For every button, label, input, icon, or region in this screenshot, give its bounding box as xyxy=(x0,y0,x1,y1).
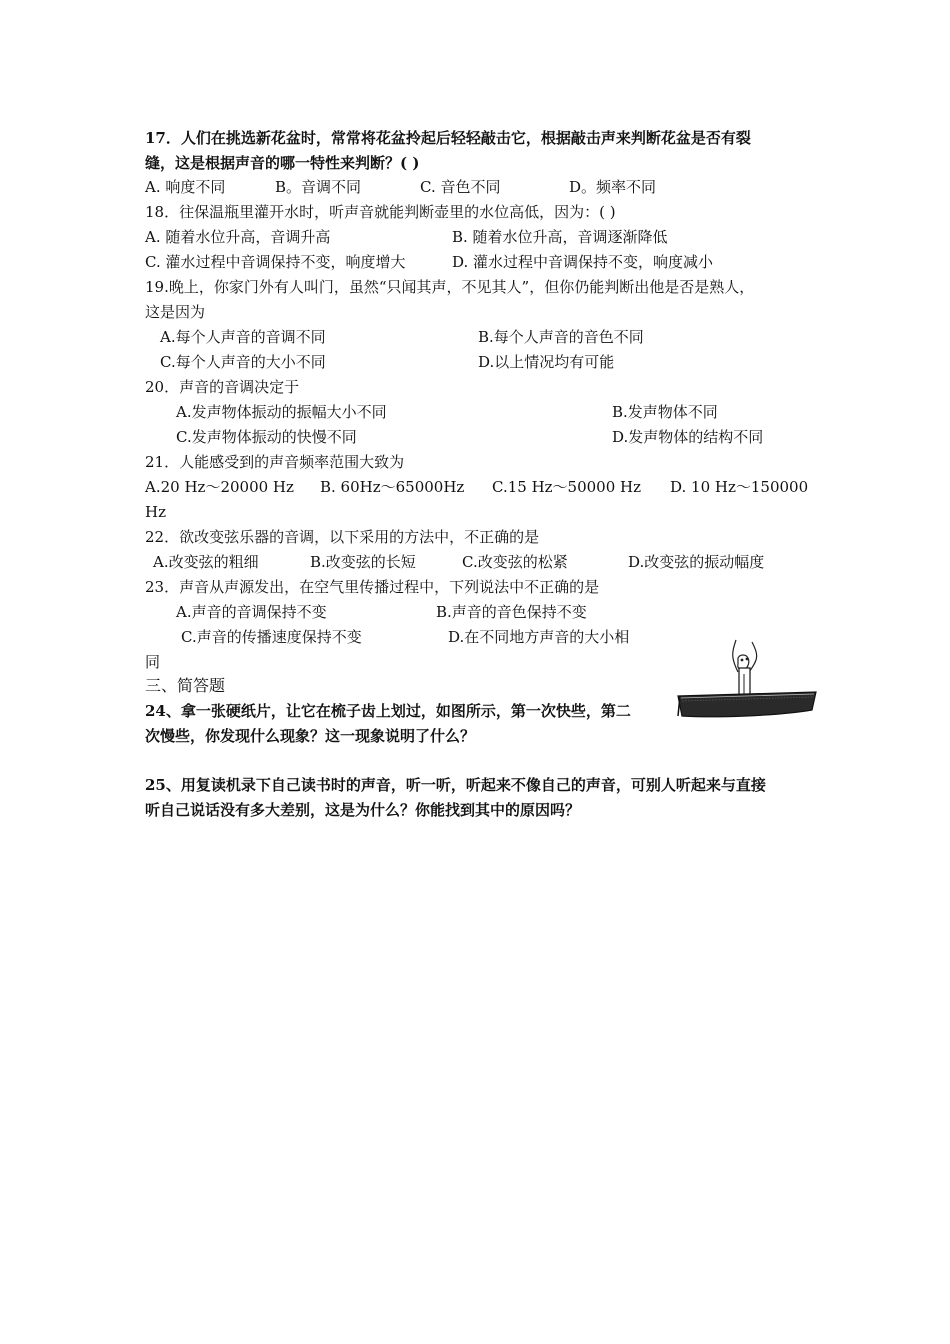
q17-option-a: A. 响度不同 xyxy=(145,178,226,196)
q18-option-c: C. 灌水过程中音调保持不变，响度增大 xyxy=(145,253,406,271)
q17-stem-line-1: 17．人们在挑选新花盆时，常常将花盆拎起后轻轻敲击它，根据敲击声来判断花盆是否有裂 xyxy=(145,129,751,147)
q22-option-a: A.改变弦的粗细 xyxy=(153,553,259,571)
q21-option-b: B. 60Hz～65000Hz xyxy=(320,478,465,496)
q17-option-b: B。音调不同 xyxy=(275,178,362,196)
q17-options xyxy=(145,177,825,197)
q22-stem: 22．欲改变弦乐器的音调，以下采用的方法中，不正确的是 xyxy=(145,528,540,546)
q23-options-row-1 xyxy=(145,602,825,622)
card-icon xyxy=(733,640,757,698)
q21-option-a: A.20 Hz～20000 Hz xyxy=(145,478,294,496)
q18-option-a: A. 随着水位升高，音调升高 xyxy=(145,228,331,246)
q18-stem: 18．往保温瓶里灌开水时，听声音就能判断壶里的水位高低，因为：( ) xyxy=(145,203,616,221)
section-title: 三、简答题 xyxy=(145,676,226,695)
q21-options xyxy=(145,477,825,497)
q25-line-1: 25、用复读机录下自己读书时的声音，听一听，听起来不像自己的声音，可别人听起来与直接 xyxy=(145,776,766,794)
comb-and-card-illustration xyxy=(676,638,818,720)
q17-option-c: C. 音色不同 xyxy=(420,178,501,196)
q24-line-2: 次慢些，你发现什么现象？这一现象说明了什么？ xyxy=(145,727,476,745)
q22-option-b: B.改变弦的长短 xyxy=(310,553,416,571)
q24-line-1: 24、拿一张硬纸片，让它在梳子齿上划过，如图所示，第一次快些，第二 xyxy=(145,702,631,720)
q22-options xyxy=(145,552,825,572)
q18-option-b: B. 随着水位升高，音调逐渐降低 xyxy=(452,228,668,246)
q23-option-c: C.声音的传播速度保持不变 xyxy=(181,628,362,646)
q19-option-c: C.每个人声音的大小不同 xyxy=(160,353,326,371)
q19-options-row-1 xyxy=(145,327,825,347)
q21-option-d: D. 10 Hz～150000 xyxy=(670,478,809,496)
q20-options-row-2 xyxy=(145,427,825,447)
q17-stem-line-2: 缝，这是根据声音的哪一特性来判断？( ) xyxy=(145,154,420,172)
q20-options-row-1 xyxy=(145,402,825,422)
q21-option-c: C.15 Hz～50000 Hz xyxy=(492,478,642,496)
q23-stem: 23．声音从声源发出，在空气里传播过程中，下列说法中不正确的是 xyxy=(145,578,600,596)
q19-stem-line-1: 19.晚上，你家门外有人叫门，虽然“只闻其声，不见其人”，但你仍能判断出他是否是熟人， xyxy=(145,278,755,296)
q19-option-a: A.每个人声音的音调不同 xyxy=(160,328,326,346)
q20-option-d: D.发声物体的结构不同 xyxy=(612,428,764,446)
q19-options-row-2 xyxy=(145,352,825,372)
q20-option-a: A.发声物体振动的振幅大小不同 xyxy=(176,403,387,421)
q19-option-b: B.每个人声音的音色不同 xyxy=(478,328,644,346)
q20-option-b: B.发声物体不同 xyxy=(612,403,718,421)
q19-stem-line-2: 这是因为 xyxy=(145,303,206,321)
q17-option-d: D。频率不同 xyxy=(569,178,657,196)
q20-option-c: C.发声物体振动的快慢不同 xyxy=(176,428,357,446)
q22-option-d: D.改变弦的振动幅度 xyxy=(628,553,765,571)
q22-option-c: C.改变弦的松紧 xyxy=(462,553,568,571)
q21-stem: 21．人能感受到的声音频率范围大致为 xyxy=(145,453,405,471)
q18-option-d: D. 灌水过程中音调保持不变，响度减小 xyxy=(452,253,714,271)
q18-options-row-2 xyxy=(145,252,825,272)
q23-option-d: D.在不同地方声音的大小相 xyxy=(448,628,630,646)
q20-stem: 20．声音的音调决定于 xyxy=(145,378,300,396)
q23-option-b: B.声音的音色保持不变 xyxy=(436,603,587,621)
q23-option-a: A.声音的音调保持不变 xyxy=(176,603,327,621)
comb-icon xyxy=(678,692,816,717)
q23-option-d-continued: 同 xyxy=(145,653,161,671)
q19-option-d: D.以上情况均有可能 xyxy=(478,353,615,371)
q18-options-row-1 xyxy=(145,227,825,247)
q21-option-d-continued: Hz xyxy=(145,503,166,521)
q25-line-2: 听自己说话没有多大差别，这是为什么？你能找到其中的原因吗？ xyxy=(145,801,581,819)
